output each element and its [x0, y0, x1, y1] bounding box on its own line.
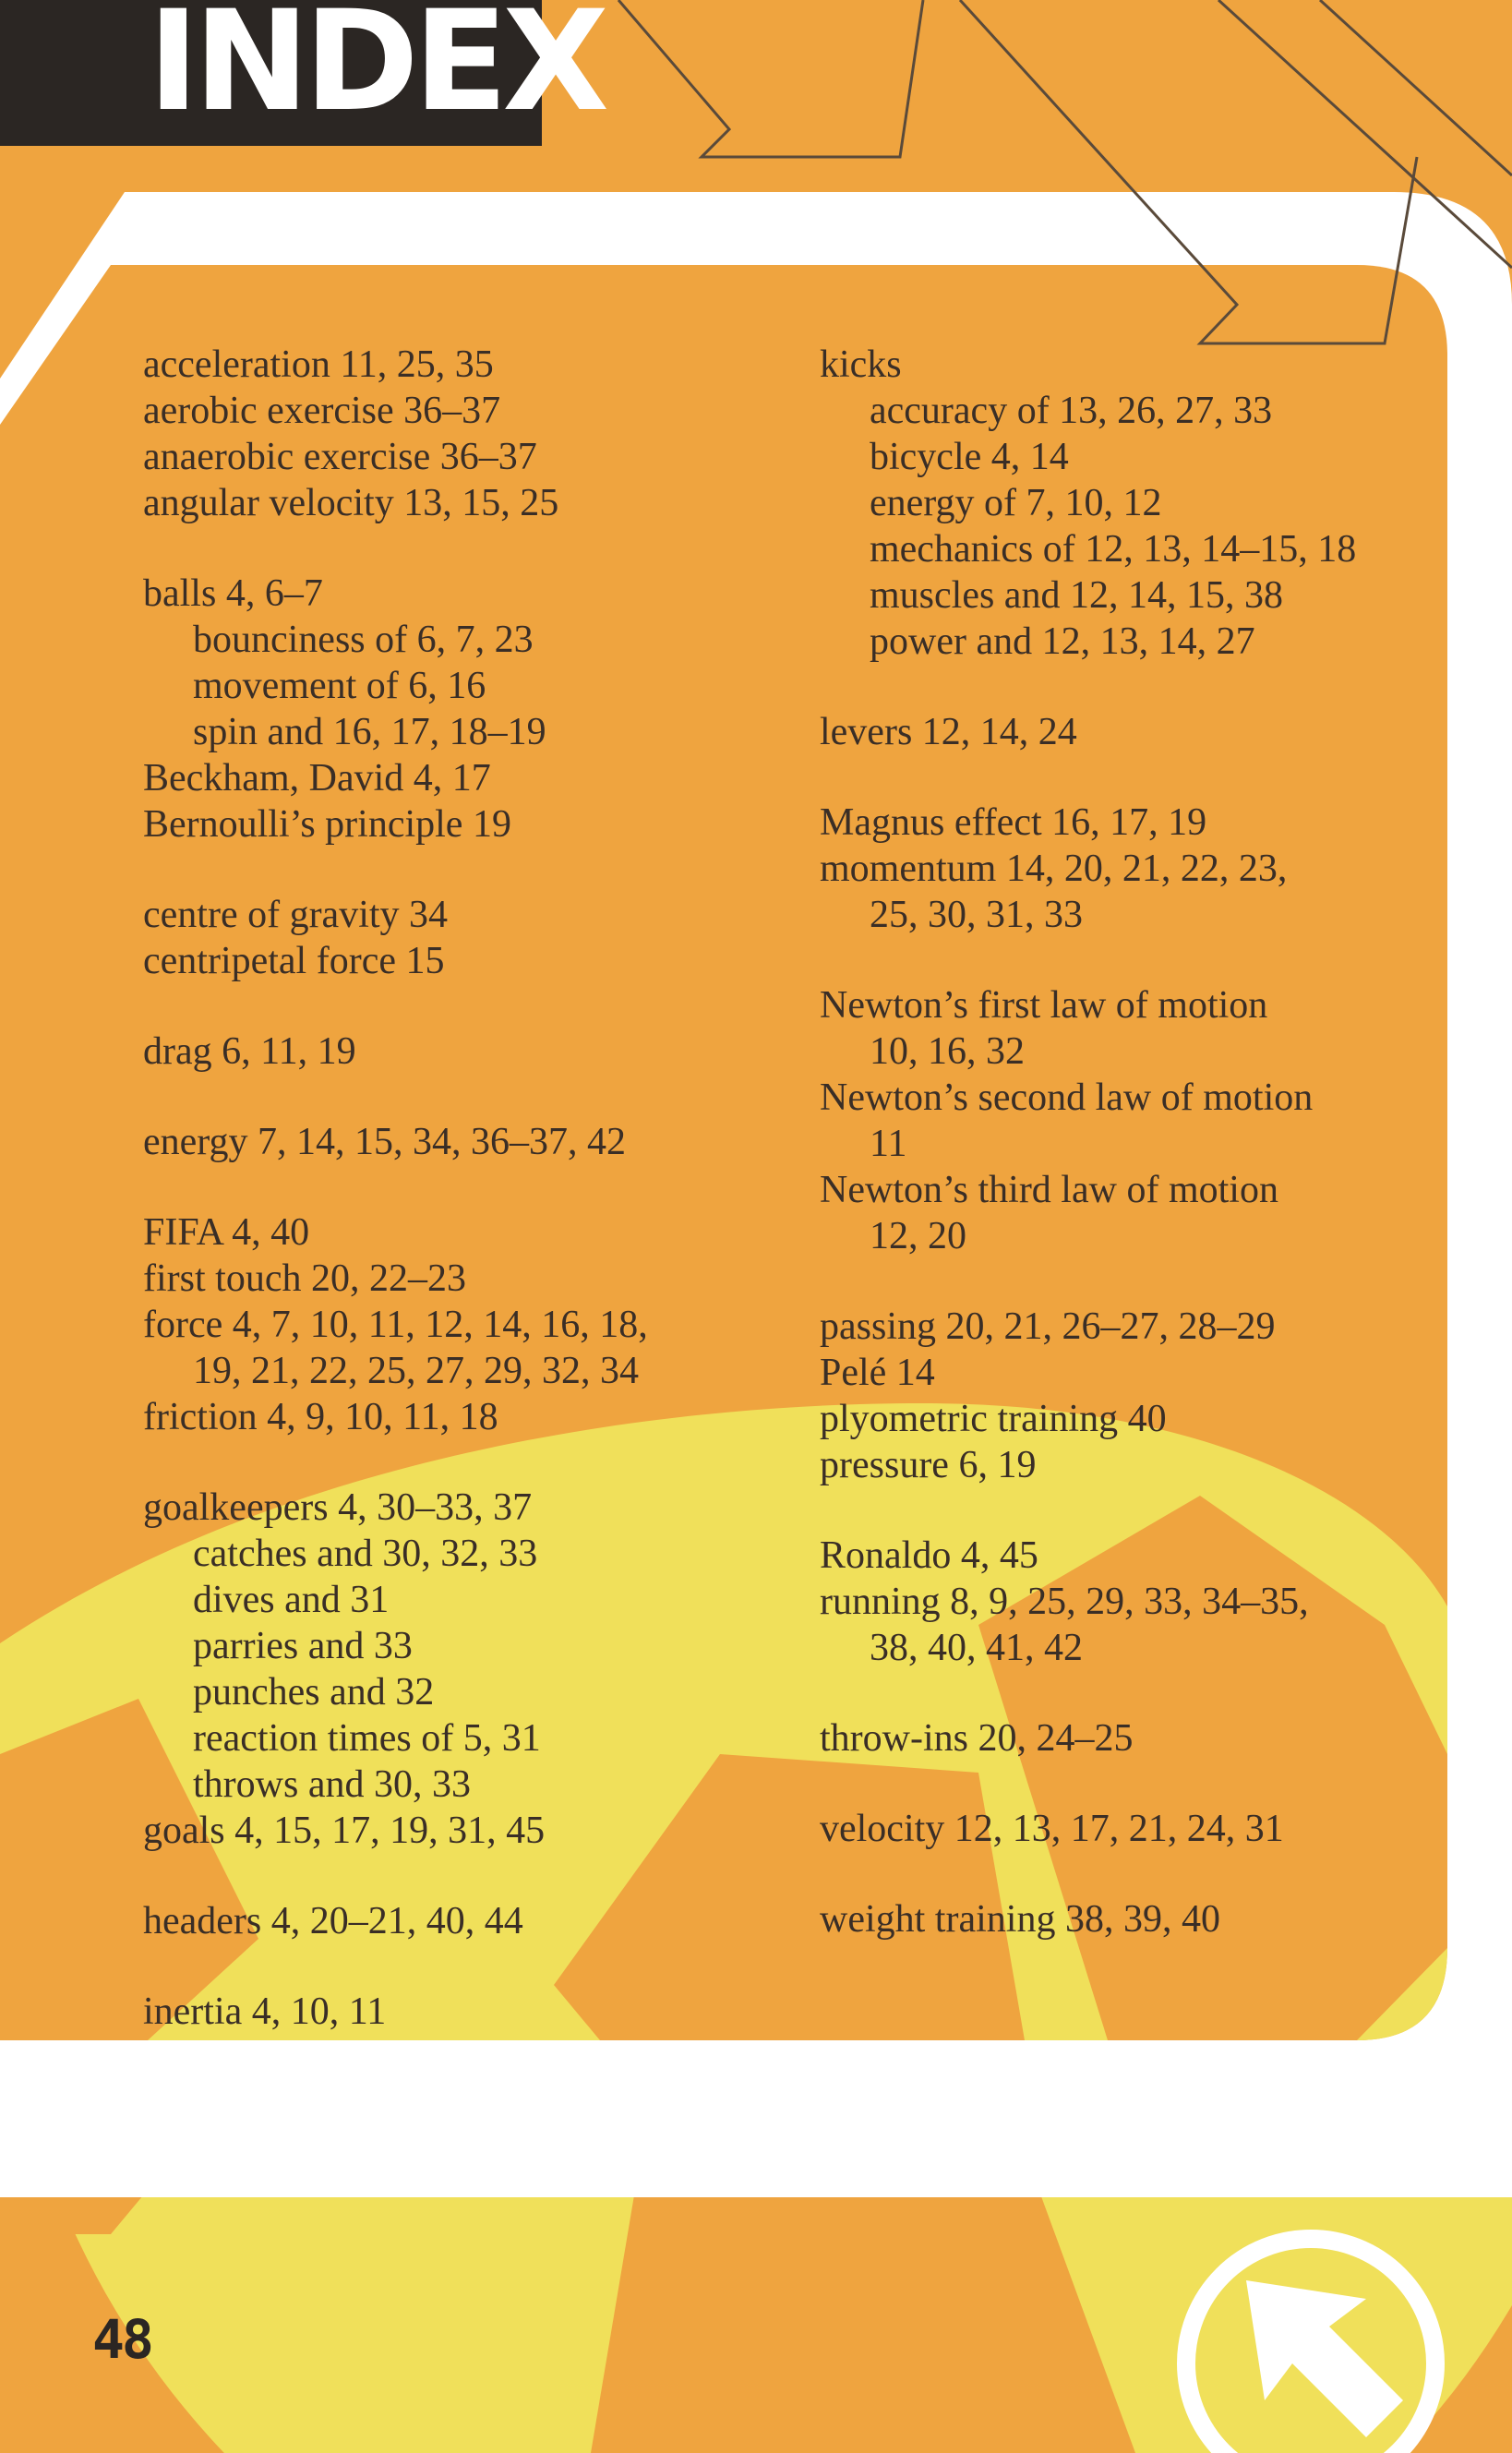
index-column-left [143, 342, 789, 2035]
index-entry: centre of gravity 34 [143, 894, 449, 936]
index-entry-continuation: 19, 21, 22, 25, 27, 29, 32, 34 [193, 1350, 639, 1392]
index-entry: force 4, 7, 10, 11, 12, 14, 16, 18, [143, 1304, 648, 1346]
index-entry: friction 4, 9, 10, 11, 18 [143, 1396, 498, 1438]
index-entry: Pelé 14 [820, 1352, 935, 1394]
index-column-right [820, 342, 1484, 1942]
index-entry: running 8, 9, 25, 29, 33, 34–35, [820, 1581, 1309, 1623]
index-entry-continuation: 11 [870, 1123, 907, 1165]
index-entry: Beckham, David 4, 17 [143, 757, 491, 800]
index-entry: anaerobic exercise 36–37 [143, 436, 537, 478]
index-entry-continuation: 12, 20 [870, 1215, 966, 1257]
index-subentry: bounciness of 6, 7, 23 [193, 619, 534, 661]
index-subentry: spin and 16, 17, 18–19 [193, 711, 546, 753]
index-entry: velocity 12, 13, 17, 21, 24, 31 [820, 1808, 1284, 1850]
index-subentry: throws and 30, 33 [193, 1763, 471, 1806]
index-subentry: accuracy of 13, 26, 27, 33 [870, 390, 1273, 432]
index-entry: goals 4, 15, 17, 19, 31, 45 [143, 1810, 546, 1852]
title-banner [0, 0, 604, 146]
index-subentry: catches and 30, 32, 33 [193, 1533, 538, 1575]
index-entry: plyometric training 40 [820, 1398, 1167, 1440]
index-subentry: bicycle 4, 14 [870, 436, 1069, 478]
index-subentry: movement of 6, 16 [193, 665, 486, 707]
index-entry: levers 12, 14, 24 [820, 711, 1077, 753]
index-entry: goalkeepers 4, 30–33, 37 [143, 1486, 533, 1529]
index-entry: FIFA 4, 40 [143, 1211, 310, 1254]
index-entry: weight training 38, 39, 40 [820, 1898, 1220, 1941]
page-number: 48 [92, 2308, 151, 2371]
index-subentry: energy of 7, 10, 12 [870, 482, 1162, 524]
index-subentry: punches and 32 [193, 1671, 435, 1713]
index-entry: balls 4, 6–7 [143, 572, 323, 615]
index-entry: Ronaldo 4, 45 [820, 1534, 1038, 1577]
index-subentry: power and 12, 13, 14, 27 [870, 620, 1255, 663]
index-subentry: dives and 31 [193, 1579, 390, 1621]
index-entry: drag 6, 11, 19 [143, 1030, 356, 1073]
page-title: INDEX [148, 0, 604, 142]
index-subentry: parries and 33 [193, 1625, 413, 1667]
index-entry: momentum 14, 20, 21, 22, 23, [820, 848, 1288, 890]
index-entry: Bernoulli’s principle 19 [143, 803, 511, 846]
index-entry: headers 4, 20–21, 40, 44 [143, 1900, 523, 1942]
index-subentry: reaction times of 5, 31 [193, 1717, 541, 1760]
index-entry: acceleration 11, 25, 35 [143, 343, 494, 386]
index-entry: Magnus effect 16, 17, 19 [820, 801, 1207, 844]
index-entry: inertia 4, 10, 11 [143, 1990, 387, 2033]
index-entry: kicks [820, 343, 902, 386]
index-subentry: mechanics of 12, 13, 14–15, 18 [870, 528, 1357, 571]
index-entry: pressure 6, 19 [820, 1444, 1037, 1486]
index-entry: Newton’s first law of motion [820, 984, 1268, 1027]
index-entry-continuation: 25, 30, 31, 33 [870, 894, 1083, 936]
index-entry: first touch 20, 22–23 [143, 1257, 466, 1300]
index-entry: aerobic exercise 36–37 [143, 390, 501, 432]
index-entry-continuation: 38, 40, 41, 42 [870, 1627, 1083, 1669]
index-entry: Newton’s third law of motion [820, 1169, 1278, 1211]
index-entry: passing 20, 21, 26–27, 28–29 [820, 1305, 1276, 1348]
index-entry: Newton’s second law of motion [820, 1076, 1314, 1119]
index-entry: centripetal force 15 [143, 940, 445, 982]
index-subentry: muscles and 12, 14, 15, 38 [870, 574, 1283, 617]
index-entry: energy 7, 14, 15, 34, 36–37, 42 [143, 1121, 627, 1163]
index-entry-continuation: 10, 16, 32 [870, 1030, 1025, 1073]
index-entry: angular velocity 13, 15, 25 [143, 482, 559, 524]
index-entry: throw-ins 20, 24–25 [820, 1717, 1134, 1760]
